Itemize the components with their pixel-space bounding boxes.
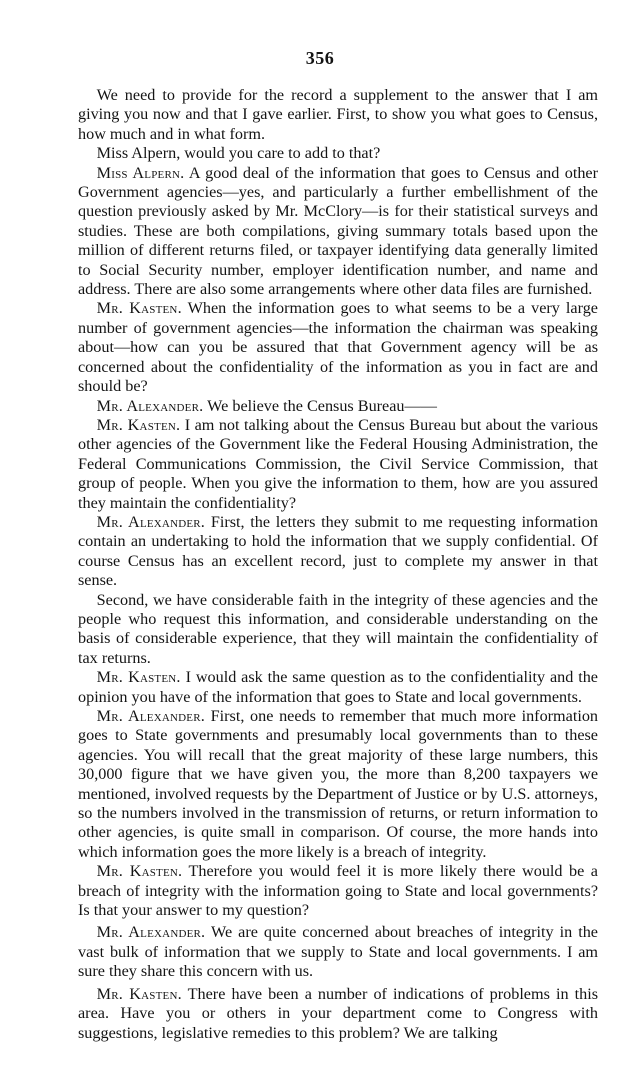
paragraph (78, 707, 598, 862)
paragraph-text: There have been a number of indications of problems in this area. Have you or others in your department come to Congress with suggestions, legislative remedies to this problem? We are talking (78, 984, 598, 1042)
paragraph-text: Miss Alpern, would you care to add to that? (96, 144, 381, 163)
speaker-name: Mr. Kasten. (96, 668, 181, 687)
speaker-name: Mr. Kasten. (96, 299, 182, 318)
paragraph (78, 86, 598, 144)
speaker-name: Mr. Alexander. (96, 512, 206, 531)
paragraph (78, 416, 598, 513)
page-number: 356 (305, 48, 335, 68)
speaker-name: Mr. Kasten. (96, 984, 182, 1003)
speaker-name: Mr. Kasten. (96, 415, 181, 434)
paragraph (78, 985, 598, 1043)
paragraph (78, 513, 598, 591)
paragraph (78, 668, 598, 707)
paragraph (78, 923, 598, 981)
paragraph-text: I would ask the same question as to the confidentiality and the opinion you have of the information that goes to State and local governments. (78, 668, 598, 706)
speaker-name: Mr. Alexander. (96, 396, 204, 415)
speaker-name: Mr. Kasten. (96, 862, 183, 881)
paragraph-text: A good deal of the information that goes to Census and other Government agencies—yes, and particularly a further embellishment of the question previously asked by Mr. McClory—is for their statistical surveys and studies. These are both compilations, giving summary totals based upon the million of different returns filed, or taxpayer identifying data generally limited to Social Security number, employer identification number, and name and address. There are also some arrangements where other data files are furnished. (78, 163, 599, 299)
paragraph-text: First, the letters they submit to me requesting information contain an undertaking to hold the information that we supply confidential. Of course Census has an excellent record, just to complete my answer in that sense. (78, 512, 598, 590)
paragraph-text: When the information goes to what seems to be a very large number of government agencies—the information the chairman was speaking about—how can you be assured that that Government agency will be as concerned about the confidentiality of the information as you in fact are and should be? (78, 299, 598, 396)
speaker-name: Mr. Alexander. (96, 707, 205, 725)
paragraph (78, 397, 598, 416)
paragraph-text: First, one needs to remember that much more information goes to State governments and presumably local governments than to these agencies. You will recall that the great majority of these large numbers, this 30,000 figure that we have given you, the more than 8,200 taxpayers we mentioned, involved requests by the Department of Justice or by U.S. attorneys, so the numbers involved in the transmission of returns, or return information to other agencies, is quite small in comparison. Of course, the more hands into which information goes the more likely is a breach of integrity. (78, 707, 599, 861)
paragraph-text: We are quite concerned about breaches of integrity in the vast bulk of information that we supply to State and local governments. I am sure they share this concern with us. (78, 923, 598, 981)
paragraph (78, 164, 598, 300)
paragraph-text: I am not talking about the Census Bureau but about the various other agencies of the Government like the Federal Housing Administration, the Federal Communications Commission, the Civil Service Commission, that group of people. When you give the information to them, how are you assured they maintain the confidentiality? (78, 415, 598, 512)
paragraph-text: We believe the Census Bureau—— (207, 396, 437, 415)
paragraph (78, 144, 598, 163)
paragraph (78, 591, 598, 669)
paragraph-text: Therefore you would feel it is more likely there would be a breach of integrity with the information going to State and local governments? Is that your answer to my question? (78, 862, 598, 920)
paragraph-text: Second, we have considerable faith in the integrity of these agencies and the people who request this information, and considerable understanding on the basis of considerable experience, that they will maintain the confidentiality of tax returns. (78, 590, 598, 667)
paragraph (78, 862, 598, 920)
speaker-name: Mr. Alexander. (96, 923, 206, 942)
paragraph-text: We need to provide for the record a supplement to the answer that I am giving you now and that I gave earlier. First, to show you what goes to Census, how much and in what form. (78, 86, 598, 143)
speaker-name: Miss Alpern. (96, 163, 185, 182)
testimony-body (78, 86, 598, 1043)
paragraph (78, 299, 598, 396)
